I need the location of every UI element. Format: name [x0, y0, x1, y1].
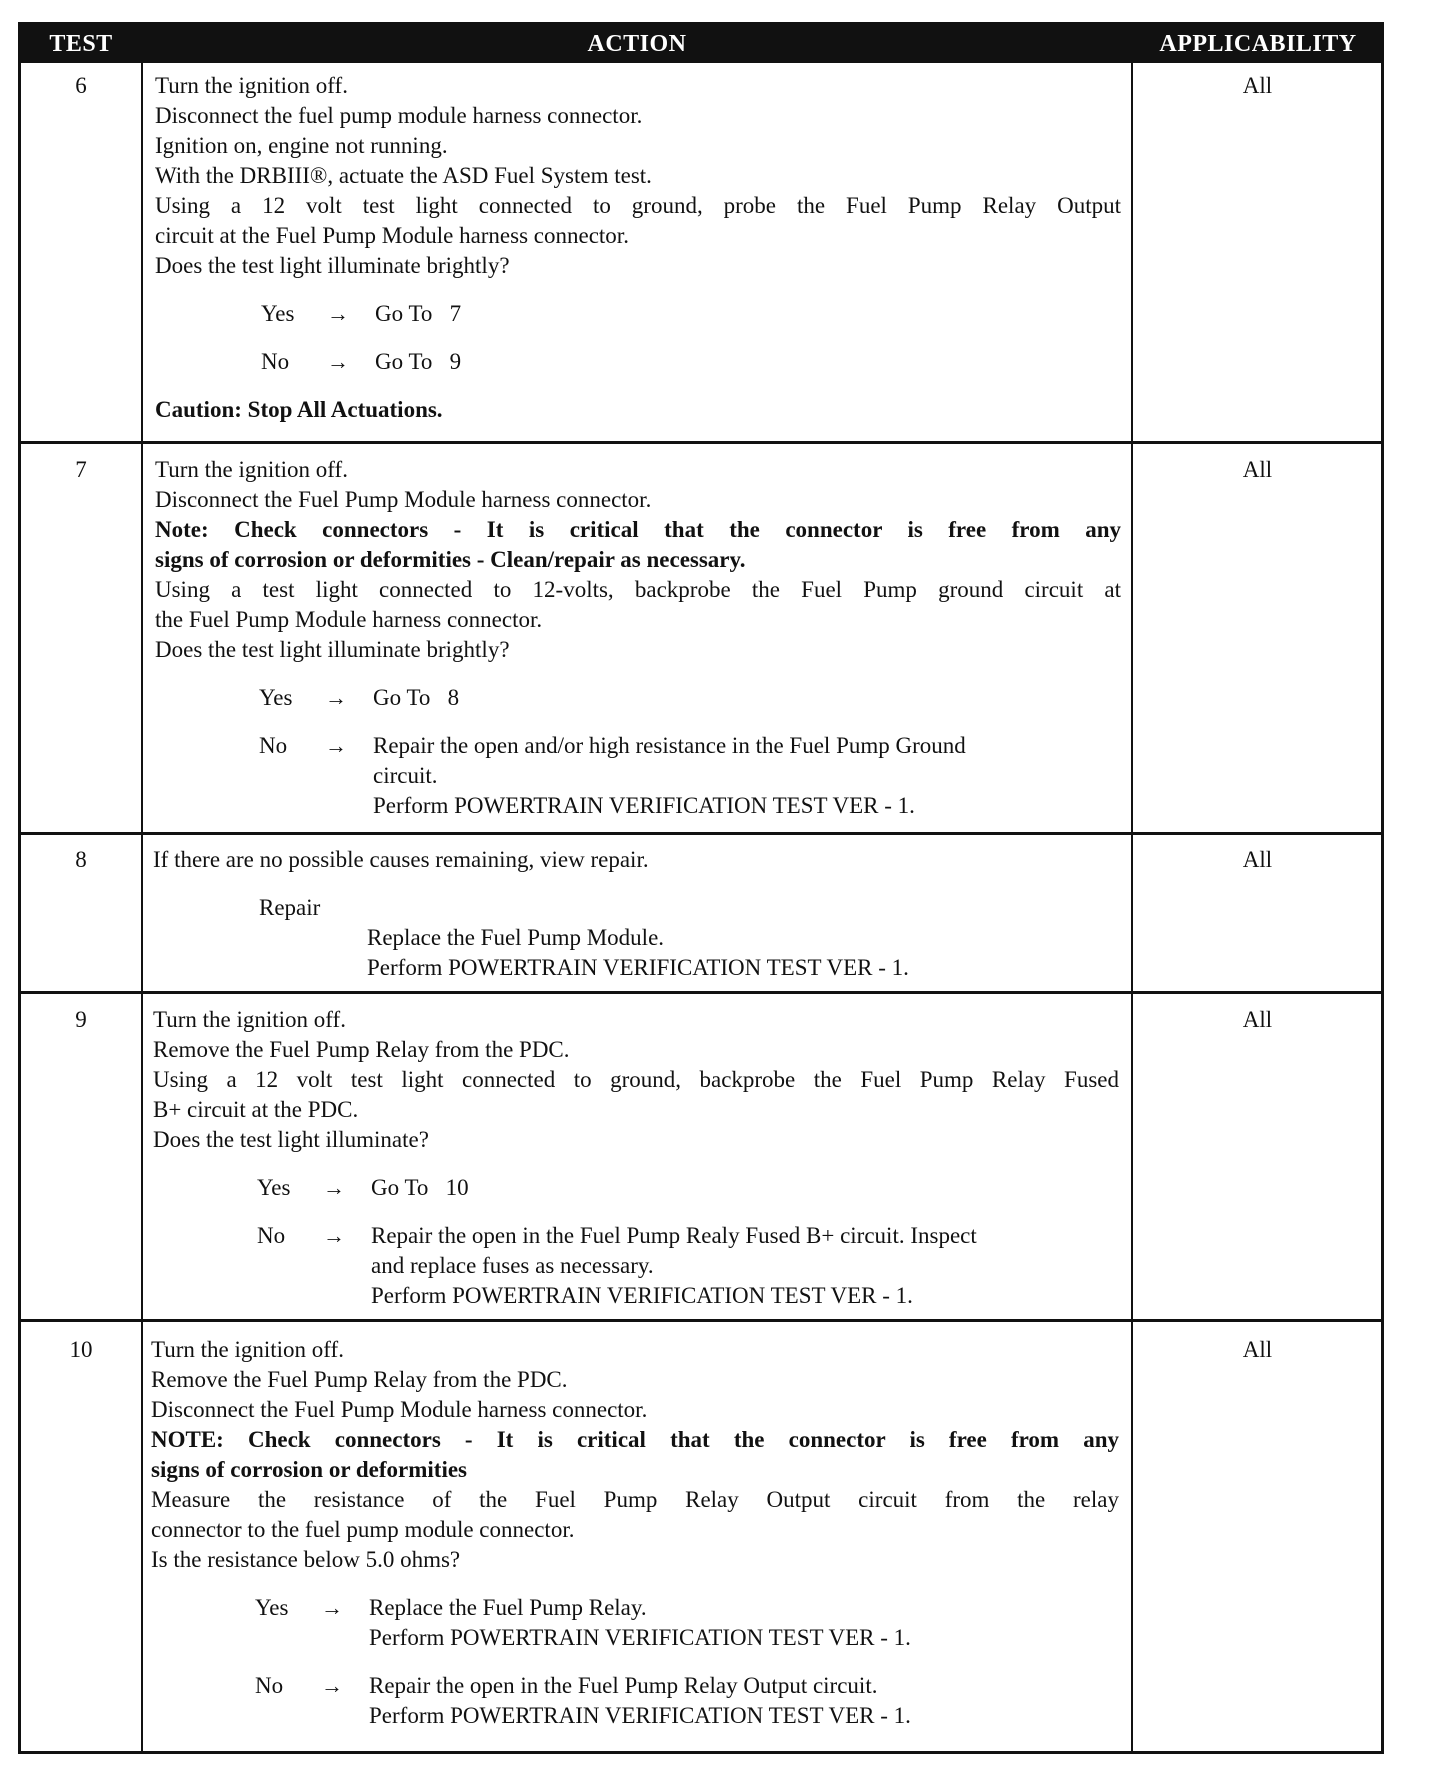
no-label: No	[257, 1223, 286, 1248]
row-divider	[21, 991, 1381, 994]
action-line: If there are no possible causes remaining, view repair.	[153, 847, 649, 872]
no-label: No	[255, 1673, 284, 1698]
no-result: Repair the open in the Fuel Pump Relay Output circuit.	[369, 1673, 878, 1698]
no-result: Go To 9	[375, 349, 462, 374]
no-result: Repair the open in the Fuel Pump Realy Fused B+ circuit. Inspect	[371, 1223, 977, 1248]
note-line: signs of corrosion or deformities	[151, 1457, 468, 1482]
applicability-value: All	[1242, 457, 1273, 482]
applicability-value: All	[1242, 1007, 1273, 1032]
action-line: Does the test light illuminate?	[153, 1127, 429, 1152]
action-line: Using a 12 volt test light connected to ground, probe the Fuel Pump Relay Output	[155, 193, 1121, 218]
test-number: 10	[69, 1337, 93, 1362]
action-line: circuit at the Fuel Pump Module harness connector.	[155, 223, 629, 248]
table-header	[21, 25, 1381, 63]
action-line: Using a test light connected to 12-volts, backprobe the Fuel Pump ground circuit at	[155, 577, 1121, 602]
note-line: Note: Check connectors - It is critical that the connector is free from any	[155, 517, 1121, 542]
arrow-icon: →	[327, 349, 349, 374]
test-number: 9	[75, 1007, 87, 1032]
action-line: Does the test light illuminate brightly?	[155, 253, 510, 278]
note-line: NOTE: Check connectors - It is critical that the connector is free from any	[151, 1427, 1119, 1452]
yes-label: Yes	[261, 301, 295, 326]
note-line: signs of corrosion or deformities - Clean/repair as necessary.	[155, 547, 746, 572]
action-line: B+ circuit at the PDC.	[153, 1097, 359, 1122]
action-line: connector to the fuel pump module connector.	[151, 1517, 575, 1542]
action-line: Disconnect the fuel pump module harness connector.	[155, 103, 643, 128]
no-result: and replace fuses as necessary.	[371, 1253, 654, 1278]
header-test: TEST	[49, 31, 113, 57]
no-result: Perform POWERTRAIN VERIFICATION TEST VER - 1.	[373, 793, 915, 818]
no-label: No	[259, 733, 288, 758]
arrow-icon: →	[321, 1673, 343, 1698]
yes-result: Perform POWERTRAIN VERIFICATION TEST VER - 1.	[369, 1625, 911, 1650]
column-divider	[141, 63, 143, 1751]
action-line: Measure the resistance of the Fuel Pump Relay Output circuit from the relay	[151, 1487, 1119, 1512]
no-result: circuit.	[373, 763, 438, 788]
row-divider	[21, 441, 1381, 444]
yes-result: Go To 8	[373, 685, 460, 710]
arrow-icon: →	[321, 1595, 343, 1620]
header-action: ACTION	[587, 31, 687, 57]
repair-line: Replace the Fuel Pump Module.	[367, 925, 665, 950]
caution-note: Caution: Stop All Actuations.	[155, 397, 443, 422]
row-divider	[21, 832, 1381, 835]
action-line: Ignition on, engine not running.	[155, 133, 448, 158]
action-line: Turn the ignition off.	[155, 73, 348, 98]
applicability-value: All	[1242, 847, 1273, 872]
no-result: Repair the open and/or high resistance in the Fuel Pump Ground	[373, 733, 966, 758]
no-label: No	[261, 349, 290, 374]
arrow-icon: →	[323, 1175, 345, 1200]
yes-label: Yes	[257, 1175, 291, 1200]
action-line: Remove the Fuel Pump Relay from the PDC.	[153, 1037, 570, 1062]
action-line: Turn the ignition off.	[153, 1007, 346, 1032]
arrow-icon: →	[325, 685, 347, 710]
row-divider	[21, 1319, 1381, 1322]
action-line: Does the test light illuminate brightly?	[155, 637, 510, 662]
action-line: the Fuel Pump Module harness connector.	[155, 607, 543, 632]
action-line: Using a 12 volt test light connected to ground, backprobe the Fuel Pump Relay Fused	[153, 1067, 1119, 1092]
action-line: Turn the ignition off.	[151, 1337, 344, 1362]
arrow-icon: →	[327, 301, 349, 326]
test-number: 8	[75, 847, 87, 872]
action-line: Is the resistance below 5.0 ohms?	[151, 1547, 461, 1572]
action-line: Turn the ignition off.	[155, 457, 348, 482]
header-applicability: APPLICABILITY	[1159, 31, 1357, 57]
diagnostic-test-table	[18, 22, 1384, 1754]
yes-result: Go To 7	[375, 301, 462, 326]
repair-label: Repair	[259, 895, 321, 920]
column-divider	[1131, 63, 1133, 1751]
yes-result: Replace the Fuel Pump Relay.	[369, 1595, 647, 1620]
applicability-value: All	[1242, 73, 1273, 98]
yes-result: Go To 10	[371, 1175, 469, 1200]
test-number: 6	[75, 73, 87, 98]
action-line: With the DRBIII®, actuate the ASD Fuel System test.	[155, 163, 652, 188]
action-line: Disconnect the Fuel Pump Module harness connector.	[151, 1397, 648, 1422]
repair-line: Perform POWERTRAIN VERIFICATION TEST VER - 1.	[367, 955, 909, 980]
test-number: 7	[75, 457, 87, 482]
yes-label: Yes	[255, 1595, 289, 1620]
arrow-icon: →	[323, 1223, 345, 1248]
applicability-value: All	[1242, 1337, 1273, 1362]
no-result: Perform POWERTRAIN VERIFICATION TEST VER - 1.	[369, 1703, 911, 1728]
arrow-icon: →	[325, 733, 347, 758]
action-line: Remove the Fuel Pump Relay from the PDC.	[151, 1367, 568, 1392]
yes-label: Yes	[259, 685, 293, 710]
action-line: Disconnect the Fuel Pump Module harness connector.	[155, 487, 652, 512]
no-result: Perform POWERTRAIN VERIFICATION TEST VER - 1.	[371, 1283, 913, 1308]
